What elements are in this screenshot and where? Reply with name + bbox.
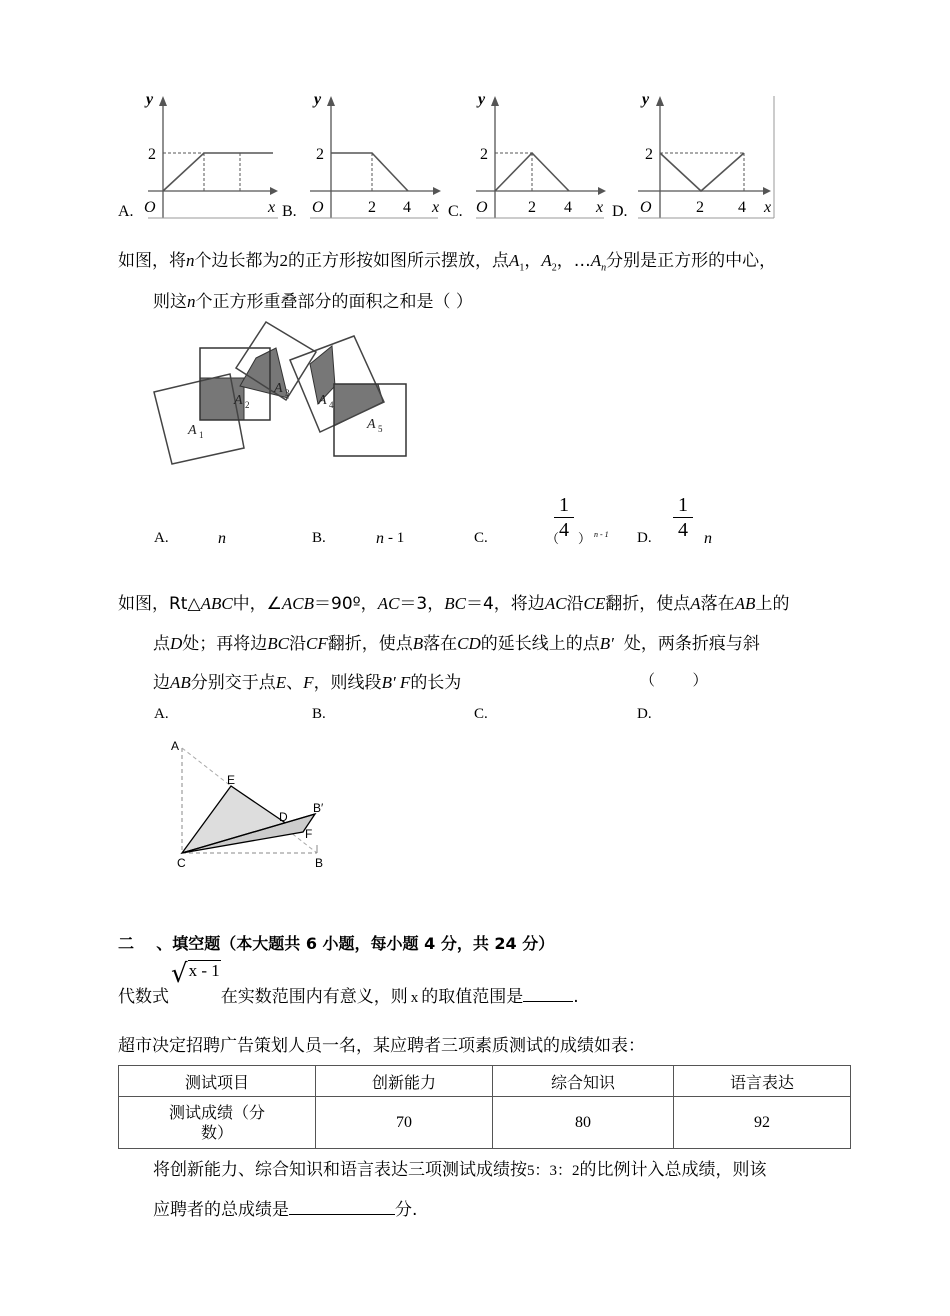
sqrt-question: 代数式√x - 1在实数范围内有意义，则 x 的取值范围是 . [118, 959, 579, 1007]
svg-text:y: y [642, 91, 650, 108]
svg-text:A: A [367, 417, 376, 432]
graph-a [118, 91, 278, 220]
svg-text:2: 2 [148, 146, 156, 163]
table-header-cell: 综合知识 [493, 1066, 674, 1097]
table-question-line1: 将创新能力、综合知识和语言表达三项测试成绩按5：3：2的比例计入总成绩，则该 [153, 1160, 767, 1180]
fold-option-c[interactable]: C. [474, 706, 488, 722]
svg-text:A: A [188, 423, 197, 438]
svg-text:y: y [314, 91, 322, 108]
svg-text:B: B [315, 856, 324, 870]
graph-a-label: A. [118, 203, 134, 220]
svg-text:2: 2 [368, 199, 376, 216]
svg-text:C: C [177, 856, 186, 870]
svg-text:A: A [274, 381, 283, 396]
svg-text:x: x [268, 199, 276, 216]
graph-b [282, 91, 441, 220]
svg-text:E: E [227, 773, 236, 787]
svg-text:O: O [476, 199, 488, 216]
svg-text:5: 5 [378, 424, 383, 434]
squares-figure [148, 316, 418, 470]
radical: √x - 1 [171, 959, 220, 989]
svg-text:2: 2 [245, 400, 250, 410]
answer-blank[interactable] [289, 1214, 395, 1215]
fold-question-line3: 边AB分别交于点E、F，则线段B′ F的长为 [153, 673, 462, 693]
svg-text:y: y [146, 91, 154, 108]
table-cell: 80 [493, 1097, 674, 1149]
option-a-label[interactable]: A. [154, 530, 169, 546]
graph-options-figure [118, 88, 788, 223]
svg-text:2: 2 [645, 146, 653, 163]
svg-text:4: 4 [403, 199, 411, 216]
svg-text:y: y [478, 91, 486, 108]
svg-text:F: F [305, 827, 313, 841]
svg-text:4: 4 [329, 400, 334, 410]
svg-text:2: 2 [696, 199, 704, 216]
svg-text:2: 2 [528, 199, 536, 216]
squares-question-line1: 如图，将n个边长都为2的正方形按如图所示摆放，点$A_1$，$A_2$，$\dots A_n$分别是正方形的中心， [118, 251, 777, 274]
table-cell: 70 [316, 1097, 493, 1149]
table-header-cell: 语言表达 [674, 1066, 851, 1097]
svg-text:x: x [432, 199, 440, 216]
fold-option-a[interactable]: A. [154, 706, 169, 722]
svg-text:O: O [144, 199, 156, 216]
table-question-intro: 超市决定招聘广告策划人员一名，某应聘者三项素质测试的成绩如表： [118, 1036, 645, 1056]
svg-text:O: O [312, 199, 324, 216]
svg-text:2: 2 [480, 146, 488, 163]
table-header-row [119, 1066, 851, 1097]
option-b-label[interactable]: B. [312, 530, 326, 546]
table-header-cell: 测试项目 [119, 1066, 316, 1097]
svg-text:A: A [234, 393, 243, 408]
answer-blank[interactable] [523, 1001, 573, 1002]
fold-question-line1: 如图，Rt△ABC中，∠ACB＝90º，AC＝3，BC＝4，将边AC沿CE翻折，使点A落在AB上的 [118, 594, 790, 614]
fold-question-line2: 点D处；再将边BC沿CF翻折，使点B落在CD的延长线上的点B′ 处，两条折痕与斜 [153, 634, 760, 654]
graph-c-label: C. [448, 203, 463, 220]
svg-text:B′: B′ [313, 801, 324, 815]
graph-d-label: D. [612, 203, 628, 220]
answer-paren: （ ） [640, 673, 708, 689]
svg-text:4: 4 [738, 199, 746, 216]
graph-d [612, 91, 774, 220]
section-title: 二 、填空题（本大题共 6 小题，每小题 4 分，共 24 分） [118, 934, 555, 953]
table-row [119, 1097, 851, 1149]
fold-triangle-figure [165, 736, 345, 876]
svg-text:A: A [318, 393, 327, 408]
table-question-line2: 应聘者的总成绩是 分. [153, 1200, 418, 1220]
svg-text:2: 2 [316, 146, 324, 163]
svg-text:A: A [171, 739, 180, 753]
svg-text:O: O [640, 199, 652, 216]
option-d-label[interactable]: D. [637, 530, 652, 546]
fraction-one-quarter-d: 1 4 [671, 494, 695, 541]
squares-question-line2: 则这n个正方形重叠部分的面积之和是（ ） [153, 292, 473, 312]
option-c-label[interactable]: C. [474, 530, 488, 546]
score-table [118, 1065, 851, 1149]
graph-b-label: B. [282, 203, 297, 220]
table-row-label: 测试成绩（分 数） [119, 1097, 316, 1149]
svg-text:x: x [596, 199, 604, 216]
fold-option-b[interactable]: B. [312, 706, 326, 722]
table-cell: 92 [674, 1097, 851, 1149]
svg-text:4: 4 [564, 199, 572, 216]
fraction-one-quarter-c: 1 4 [552, 494, 576, 541]
svg-text:x: x [764, 199, 772, 216]
graph-c [448, 91, 606, 220]
svg-text:3: 3 [285, 388, 290, 398]
svg-text:1: 1 [199, 430, 204, 440]
fold-option-d[interactable]: D. [637, 706, 652, 722]
table-header-cell: 创新能力 [316, 1066, 493, 1097]
svg-text:D: D [279, 810, 288, 824]
